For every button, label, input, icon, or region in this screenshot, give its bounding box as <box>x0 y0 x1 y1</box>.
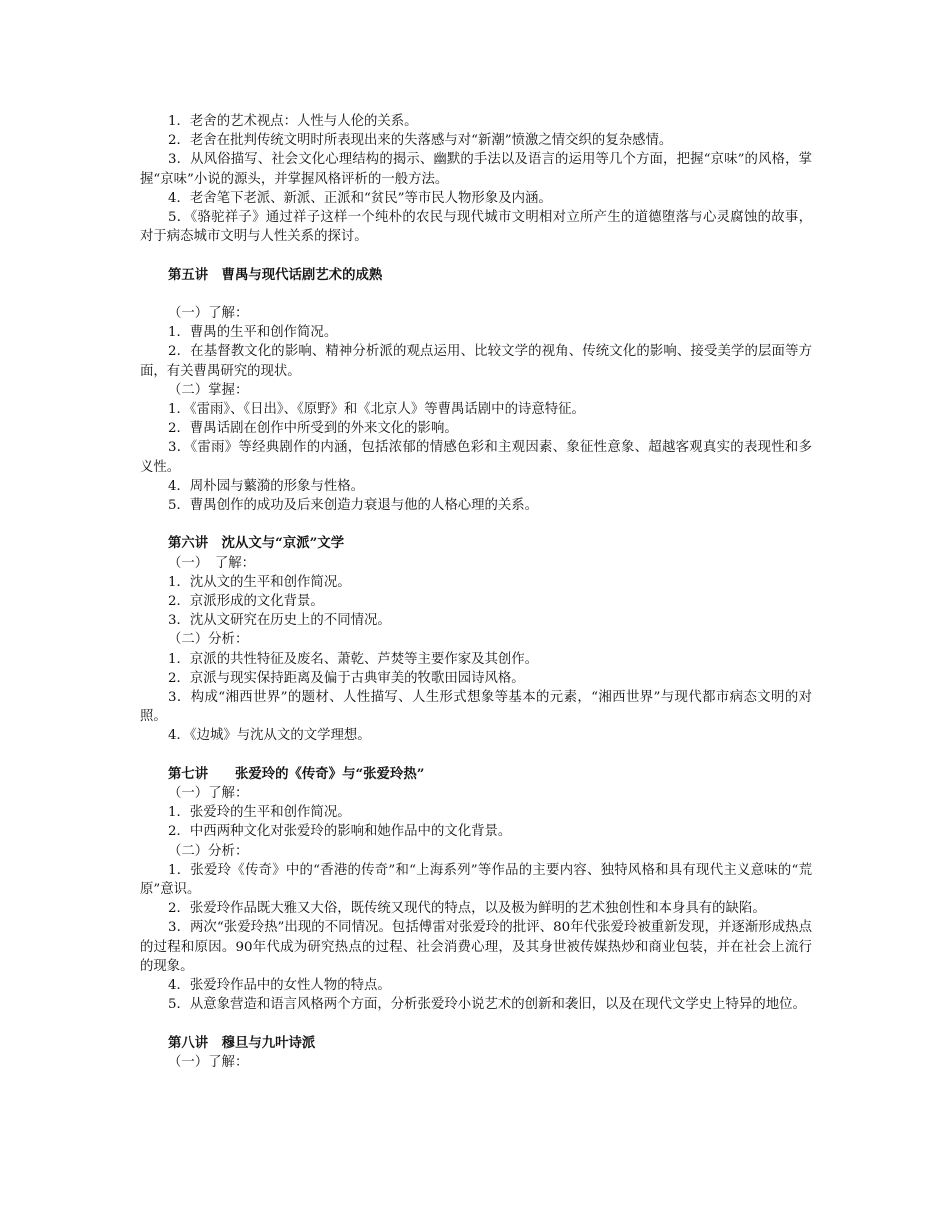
list-item: 1．《雷雨》、《日出》、《原野》和《北京人》等曹禺话剧中的诗意特征。 <box>168 402 585 418</box>
list-item: 2．中西两种文化对张爱玲的影响和她作品中的文化背景。 <box>168 824 512 840</box>
lecture7-analyze-label: （二）分析： <box>168 843 249 859</box>
list-item: 3．沈从文研究在历史上的不同情况。 <box>168 613 391 629</box>
lecture6-heading: 第六讲 沈从文与“京派”文学 <box>168 535 345 552</box>
list-item: 5．从意象营造和语言风格两个方面，分析张爱玲小说艺术的创新和袭旧，以及在现代文学史上特异的地位。 <box>168 997 806 1013</box>
list-item: 4．周朴园与蘩漪的形象与性格。 <box>168 478 364 494</box>
list-item: 2．京派与现实保持距离及偏于古典审美的牧歌田园诗风格。 <box>168 670 525 686</box>
lecture7-heading: 第七讲 张爱玲的《传奇》与“张爱玲热” <box>168 765 425 782</box>
list-item: 3．两次“张爱玲热”出现的不同情况。包括傅雷对张爱玲的批评、80年代张爱玲被重新发现，并逐渐形成热点的过程和原因。90年代成为研究热点的过程、社会消费心理，及其身世被传媒热炒和商业包装，并在社会上流行的现象。 <box>140 920 812 974</box>
list-item: 2．京派形成的文化背景。 <box>168 594 324 610</box>
list-item: 2．在基督教文化的影响、精神分析派的观点运用、比较文学的视角、传统文化的影响、接受美学的层面等方面，有关曹禺研究的现状。 <box>140 344 812 379</box>
list-item: 3．构成“湘西世界”的题材、人性描写、人生形式想象等基本的元素，“湘西世界”与现代都市病态文明的对照。 <box>140 690 812 725</box>
lecture6-understand-label: （一） 了解： <box>168 555 256 571</box>
list-item: 2．张爱玲作品既大雅又大俗，既传统又现代的特点，以及极为鲜明的艺术独创性和本身具有的缺陷。 <box>168 901 766 917</box>
lecture5-understand-label: （一）了解： <box>168 306 249 321</box>
list-item: 3．从风俗描写、社会文化心理结构的揭示、幽默的手法以及语言的运用等几个方面，把握“京味”的风格，掌握“京味”小说的源头，并掌握风格评析的一般方法。 <box>140 152 812 187</box>
list-item: 2．曹禺话剧在创作中所受到的外来文化的影响。 <box>168 421 458 437</box>
list-item: 4．张爱玲作品中的女性人物的特点。 <box>168 978 391 994</box>
list-item: 5．《骆驼祥子》通过祥子这样一个纯朴的农民与现代城市文明相对立所产生的道德堕落与心灵腐蚀的故事，对于病态城市文明与人性关系的探讨。 <box>140 210 812 245</box>
list-item: 2．老舍在批判传统文明时所表现出来的失落感与对“新潮”愤激之情交织的复杂感情。 <box>168 133 673 149</box>
lecture8-heading: 第八讲 穆旦与九叶诗派 <box>168 1034 316 1051</box>
list-item: 5．曹禺创作的成功及后来创造力衰退与他的人格心理的关系。 <box>168 498 539 514</box>
list-item: 3．《雷雨》等经典剧作的内涵，包括浓郁的情感色彩和主观因素、象征性意象、超越客观真实的表现性和多义性。 <box>140 440 812 475</box>
list-item: 1．老舍的艺术视点：人性与人伦的关系。 <box>168 114 418 129</box>
lecture7-understand-label: （一）了解： <box>168 786 249 802</box>
lecture5-heading: 第五讲 曹禺与现代话剧艺术的成熟 <box>168 266 383 283</box>
list-item: 1．张爱玲《传奇》中的“香港的传奇”和“上海系列”等作品的主要内容、独特风格和具有现代主义意味的“荒原”意识。 <box>140 862 812 898</box>
list-item: 1．沈从文的生平和创作简况。 <box>168 574 351 590</box>
document-page <box>140 112 812 1072</box>
lecture5-master-label: （二）掌握： <box>168 382 249 398</box>
list-item: 4．老舍笔下老派、新派、正派和“贫民”等市民人物形象及内涵。 <box>168 190 552 206</box>
list-item: 1．京派的共性特征及废名、萧乾、芦焚等主要作家及其创作。 <box>168 651 539 667</box>
list-item: 1．张爱玲的生平和创作简况。 <box>168 805 351 821</box>
list-item: 4．《边城》与沈从文的文学理想。 <box>168 728 371 744</box>
lecture6-analyze-label: （二）分析： <box>168 632 249 648</box>
lecture8-understand-label: （一）了解： <box>168 1054 249 1070</box>
list-item: 1．曹禺的生平和创作简况。 <box>168 325 338 341</box>
